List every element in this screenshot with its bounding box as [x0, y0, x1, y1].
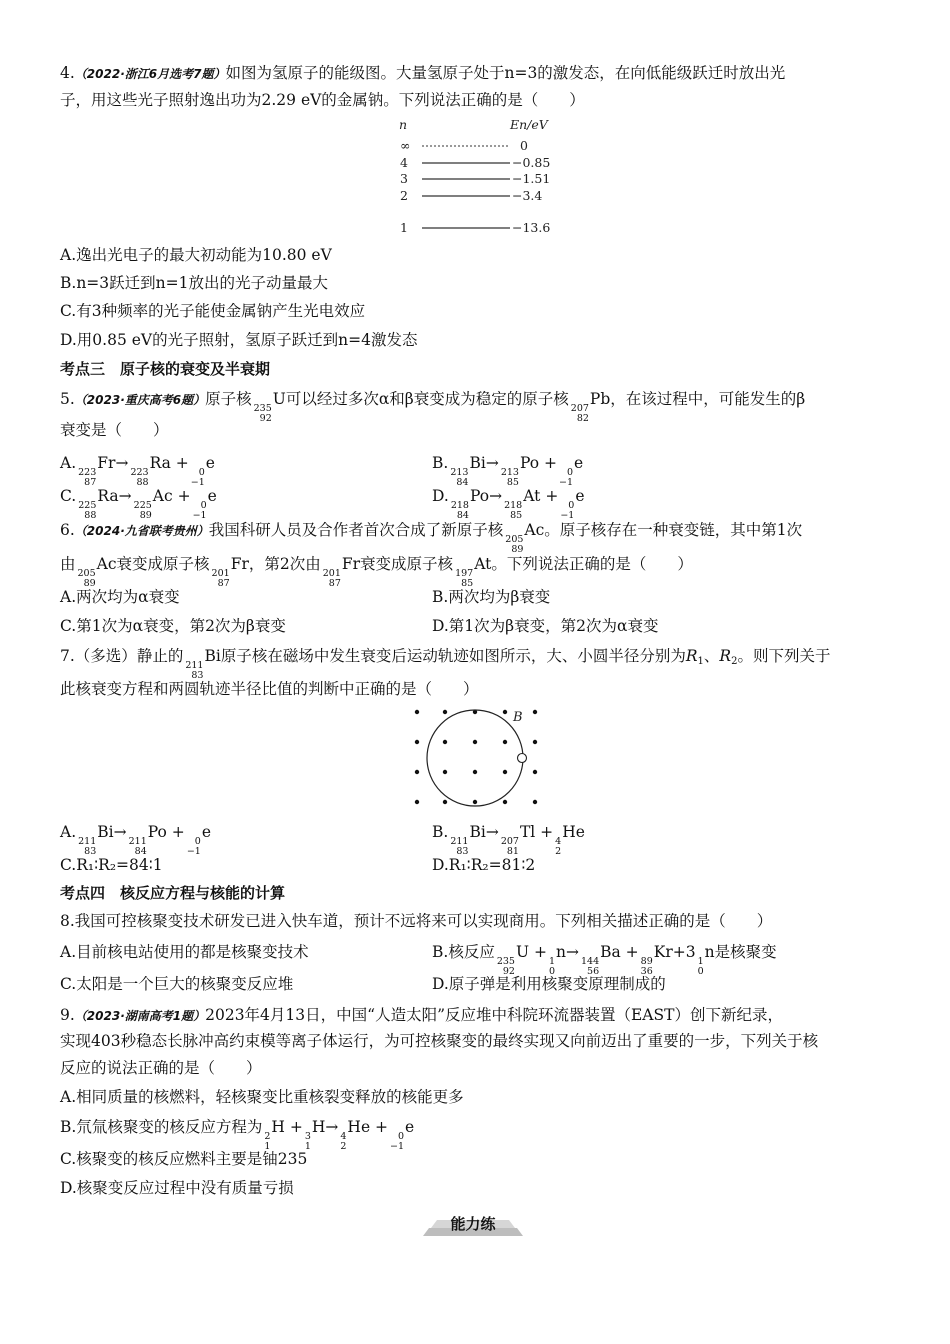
q7-stem-line2: 此核衰变方程和两圆轨迹半径比值的判断中正确的是（ ）: [60, 680, 479, 698]
q9-stem-line2: 实现403秒稳态长脉冲高约束模等离子体运行，为可控核聚变的最终实现又向前迈出了重要的一步，下列关于核: [60, 1032, 819, 1050]
q7-option-d[interactable]: D.R₁∶R₂=81∶2: [432, 856, 536, 874]
large-orbit: [427, 710, 523, 806]
q4-stem-line2: 子，用这些光子照射逸出功为2.29 eV的金属钠。下列说法正确的是（ ）: [60, 91, 585, 109]
level-e-1: −13.6: [512, 220, 551, 235]
q5-option-b[interactable]: B. 213 84 Bi→ 213 85 Po + 0 −1 e: [432, 454, 584, 488]
q6-stem-line2: 由 205 89 Ac衰变成原子核 201 87 Fr，第2次由 201 87 Fr衰变成原子核 197 85 At。下列说法正确的是（ ）: [60, 555, 693, 589]
q4-option-a[interactable]: A.逸出光电子的最大初动能为10.80 eV: [60, 246, 332, 264]
q7-option-a[interactable]: A. 211 83 Bi→ 211 84 Po + 0 −1 e: [60, 823, 212, 857]
q8-option-a[interactable]: A.目前核电站使用的都是核聚变技术: [60, 943, 309, 961]
q6-stem-line1: 6.（2024·九省联考贵州）我国科研人员及合作者首次合成了新原子核 205 89 Ac。原子核存在一种衰变链，其中第1次: [60, 521, 803, 555]
level-n-inf: ∞: [400, 138, 411, 153]
q8-option-b[interactable]: B.核反应 235 92 U + 1 0 n→ 144 56 Ba + 89 36 Kr+3 1 0 n是核聚变: [432, 943, 777, 977]
q4-stem-line1: 4.（2022·浙江6月选考7题）如图为氢原子的能级图。大量氢原子处于n=3的激发态，在向低能级跃迁时放出光: [60, 64, 786, 82]
field-label-b: B: [513, 710, 523, 725]
q9-stem-line3: 反应的说法正确的是（ ）: [60, 1059, 262, 1077]
energy-header: En/eV: [510, 117, 548, 132]
q6-option-c[interactable]: C.第1次为α衰变，第2次为β衰变: [60, 617, 286, 635]
q6-option-a[interactable]: A.两次均为α衰变: [60, 588, 180, 606]
q9-option-b[interactable]: B.氘氚核聚变的核反应方程为 2 1 H + 3 1 H→ 4 2 He + 0 −1 e: [60, 1118, 415, 1152]
magnetic-field-diagram: [405, 702, 550, 812]
level-n-2: 2: [400, 188, 408, 203]
level-e-2: −3.4: [512, 188, 543, 203]
level-n-4: 4: [400, 155, 408, 170]
level-n-1: 1: [400, 220, 408, 235]
q7-option-c[interactable]: C.R₁∶R₂=84∶1: [60, 856, 163, 874]
q4-source: （2022·浙江6月选考7题）: [74, 67, 226, 81]
q5-option-d[interactable]: D. 218 84 Po→ 218 85 At + 0 −1 e: [432, 487, 585, 521]
section-3-heading: 考点三 原子核的衰变及半衰期: [60, 360, 271, 378]
q9-option-a[interactable]: A.相同质量的核燃料，轻核聚变比重核裂变释放的核能更多: [60, 1088, 464, 1106]
q4-option-b[interactable]: B.n=3跃迁到n=1放出的光子动量最大: [60, 274, 328, 292]
q4-option-d[interactable]: D.用0.85 eV的光子照射，氢原子跃迁到n=4激发态: [60, 331, 418, 349]
q4-option-c[interactable]: C.有3种频率的光子能使金属钠产生光电效应: [60, 302, 366, 320]
q8-option-d[interactable]: D.原子弹是利用核聚变原理制成的: [432, 975, 666, 993]
q7-option-b[interactable]: B. 211 83 Bi→ 207 81 Tl + 4 2 He: [432, 823, 585, 857]
n-header: n: [399, 117, 408, 132]
q5-stem-line2: 衰变是（ ）: [60, 421, 169, 439]
q9-option-d[interactable]: D.核聚变反应过程中没有质量亏损: [60, 1179, 294, 1197]
badge-label: 能力练: [450, 1215, 496, 1233]
q6-option-d[interactable]: D.第1次为β衰变，第2次为α衰变: [432, 617, 659, 635]
q7-stem-line1: 7.（多选）静止的 211 83 Bi原子核在磁场中发生衰变后运动轨迹如图所示，大、小圆半径分别为$R_1$、$R_2$。则下列关于: [60, 647, 831, 681]
q8-stem: 8.我国可控核聚变技术研发已进入快车道，预计不远将来可以实现商用。下列相关描述正确的是（ ）: [60, 912, 773, 930]
q6-option-b[interactable]: B.两次均为β衰变: [432, 588, 551, 606]
q5-stem-line1: 5.（2023·重庆高考6题）原子核 235 92 U可以经过多次α和β衰变成为稳定的原子核 207 82 Pb，在该过程中，可能发生的β: [60, 390, 806, 424]
q5-option-a[interactable]: A. 223 87 Fr→ 223 88 Ra + 0 −1 e: [60, 454, 215, 488]
q9-stem-line1: 9.（2023·湖南高考1题）2023年4月13日，中国“人造太阳”反应堆中科院环流器装置（EAST）创下新纪录，: [60, 1006, 783, 1024]
q9-option-c[interactable]: C.核聚变的核反应燃料主要是铀235: [60, 1150, 308, 1168]
level-e-4: −0.85: [512, 155, 551, 170]
level-n-3: 3: [400, 171, 408, 186]
level-e-3: −1.51: [512, 171, 551, 186]
level-e-inf: 0: [520, 138, 528, 153]
q8-option-c[interactable]: C.太阳是一个巨大的核聚变反应堆: [60, 975, 294, 993]
q5-option-c[interactable]: C. 225 88 Ra→ 225 89 Ac + 0 −1 e: [60, 487, 217, 521]
small-orbit: [518, 754, 527, 763]
energy-level-diagram: [390, 115, 560, 240]
section-4-heading: 考点四 核反应方程与核能的计算: [60, 884, 286, 902]
ability-practice-badge: [423, 1211, 523, 1237]
